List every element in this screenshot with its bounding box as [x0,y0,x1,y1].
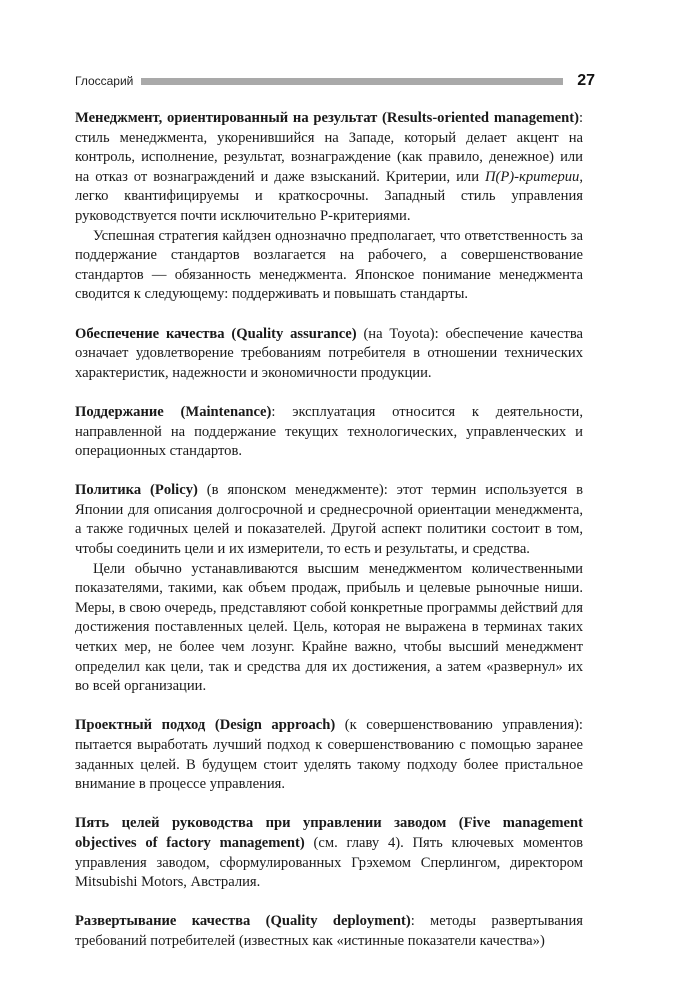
entry-text: (к совершенствованию управления): пытается выработать лучший подход к совершенствованию с помощью заранее заданных целей. В будущем стоит уделять такому подходу более пристальное внимание в процессе управления. [75,717,583,793]
entry-paragraph [75,912,583,951]
entry-text: (см. главу 4). Пять ключевых моментов управления заводом, сформулированных Грэхемом Сперлингом, директором Mitsubishi Motors, Австралия. [75,834,584,891]
glossary-entry-quality-assurance [75,325,583,384]
entry-term: Развертывание качества (Quality deployment) [75,913,411,930]
glossary-body [75,109,583,971]
entry-text: (на Toyota): обеспечение качества означает удовлетворение требованиям потребителя в отношении технических характеристик, надежности и экономичности продукции. [75,325,583,381]
entry-term: Политика (Policy) [75,482,198,499]
entry-term: Обеспечение качества (Quality assurance) [75,325,357,342]
entry-term: Менеджмент, ориентированный на результат (Results-oriented management) [75,110,579,126]
entry-paragraph [75,109,583,227]
entry-text: : методы развертывания требований потребителей (известных как «истинные показатели качества») [75,913,583,949]
entry-paragraph [75,325,583,384]
glossary-entry-design-approach [75,716,583,794]
glossary-entry-policy [75,481,583,697]
entry-term: Поддержание (Maintenance) [75,403,272,420]
section-title: Глоссарий [75,74,134,88]
running-header [75,70,595,92]
entry-paragraph: Цели обычно устанавливаются высшим менеджментом количественными показателями, такими, как объем продаж, прибыль и целевые рыночные ниши. Меры, в свою очередь, представляют собой конкретные программы действий для достижения поставленных целей. Цель, которая не выражена в терминах таких четких мер, не более чем лозунг. Крайне важно, чтобы высший менеджмент определил как цели, так и средства для их достижения, а затем «развернул» их во всей организации. [75,560,583,695]
entry-paragraph [75,481,583,559]
page-number: 27 [577,72,595,89]
entry-paragraph [75,403,583,462]
glossary-entry-five-objectives [75,814,583,892]
glossary-entry-quality-deployment [75,912,583,951]
glossary-entry-maintenance [75,403,583,462]
entry-text: : эксплуатация относится к деятельности, направленной на поддержание текущих технологических, управленческих и операционных стандартов. [75,403,583,460]
entry-paragraph [75,716,583,794]
entry-text: : стиль менеджмента, укоренившийся на Западе, который делает акцент на контроль, исполнение, результат, вознаграждение (как правило, денежное) или на отказ от вознаграждений и даже взысканий. Критерии, или [75,110,583,185]
header-rule [141,78,563,85]
entry-text: (в японском менеджменте): этот термин используется в Японии для описания долгосрочной и среднесрочной ориентации менеджмента, а также годичных целей и показателей. Другой аспект политики состоит в том, чтобы соединить цели и их измерители, то есть и результаты, и средства. [75,482,584,558]
entry-term: Пять целей руководства при управлении заводом (Five management objectives of factory management) [75,815,583,851]
entry-paragraph [75,814,583,892]
glossary-entry-results-oriented [75,109,583,305]
entry-text: , легко квантифицируемы и краткосрочны. Западный стиль управления руководствуется почти исключительно Р-критериями. [75,168,583,224]
entry-term: Проектный подход (Design approach) [75,717,336,734]
entry-italic-text: П(Р)-критерии [484,168,580,185]
entry-paragraph: Успешная стратегия кайдзен однозначно предполагает, что ответственность за поддержание стандартов возлагается на рабочего, а совершенствование стандартов — обязанность менеджмента. Японское понимание менеджмента сводится к следующему: поддерживать и повышать стандарты. [75,227,583,303]
